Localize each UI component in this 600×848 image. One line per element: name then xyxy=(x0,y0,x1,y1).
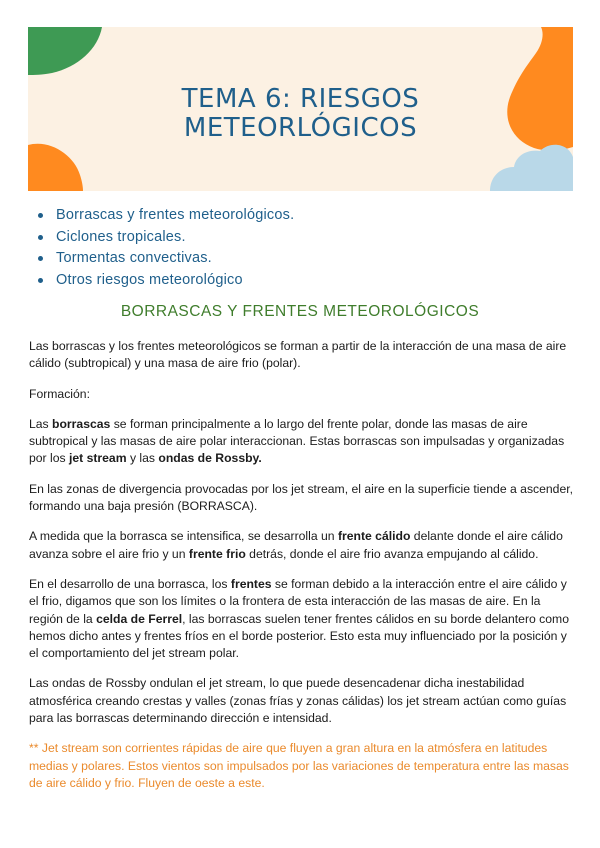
paragraph-fronts-develop: A medida que la borrasca se intensifica, se desarrolla un frente cálido delante donde el aire cálido avanza sobre el aire frio y un frente frio detrás, donde el aire frio avanza empujando al cálido. xyxy=(29,529,563,561)
title-banner xyxy=(28,27,573,191)
topic-list xyxy=(36,205,294,291)
orange-blob-left xyxy=(28,144,83,191)
paragraph-borrascas: Las borrascas se forman principalmente a lo largo del frente polar, donde las masas de aire subtropical y las masas de aire polar interaccionan. Estas borrascas son impulsadas y organizadas por los jet stream y las ondas de Rossby. xyxy=(29,416,565,466)
paragraph-intro: Las borrascas y los frentes meteorológicos se forman a partir de la interacción de una masa de aire cálido (subtropical) y una masa de aire frio (polar). xyxy=(29,339,567,371)
paragraph-fronts-ferrel: En el desarrollo de una borrasca, los frentes se forman debido a la interacción entre el aire cálido y el frio, digamos que son los límites o la frontera de esta interacción de las masas de aire. En la región de la celda de Ferrel, las borrascas suelen tener frentes cálidos en su borde delantero como hemos dicho antes y frentes fríos en el borde posterior. Esto esta muy influenciado por la posición y el comportamiento del jet stream polar. xyxy=(29,576,569,661)
topic-item: Ciclones tropicales. xyxy=(36,227,294,249)
blue-cloud-shape xyxy=(490,145,573,191)
topic-item: Otros riesgos meteorológico xyxy=(36,270,294,292)
topic-item: Borrascas y frentes meteorológicos. xyxy=(36,205,294,227)
green-leaf-shape xyxy=(28,27,102,75)
jet-stream-note: ** Jet stream son corrientes rápidas de aire que fluyen a gran altura en la atmósfera en latitudes medias y polares. Estos vientos son impulsados por las variaciones de temperatura entre las masas de aire cálido y frio. Fluyen de oeste a este. xyxy=(29,741,569,790)
topic-item: Tormentas convectivas. xyxy=(36,248,294,270)
body-text xyxy=(29,338,574,805)
section-heading: BORRASCAS Y FRENTES METEOROLÓGICOS xyxy=(120,303,480,320)
paragraph-formation-label: Formación: xyxy=(29,386,90,401)
page-title: TEMA 6: RIESGOS METEORLÓGICOS xyxy=(181,84,420,143)
paragraph-rossby: Las ondas de Rossby ondulan el jet stream, lo que puede desencadenar dicha inestabilidad atmosférica creando crestas y valles (zonas frías y zonas cálidas) los jet stream actúan como guías para las borrascas determinando dirección e intensidad. xyxy=(29,676,567,726)
paragraph-divergence: En las zonas de divergencia provocadas por los jet stream, el aire en la superficie tiende a ascender, formando una baja presión (BORRASCA). xyxy=(29,481,574,514)
